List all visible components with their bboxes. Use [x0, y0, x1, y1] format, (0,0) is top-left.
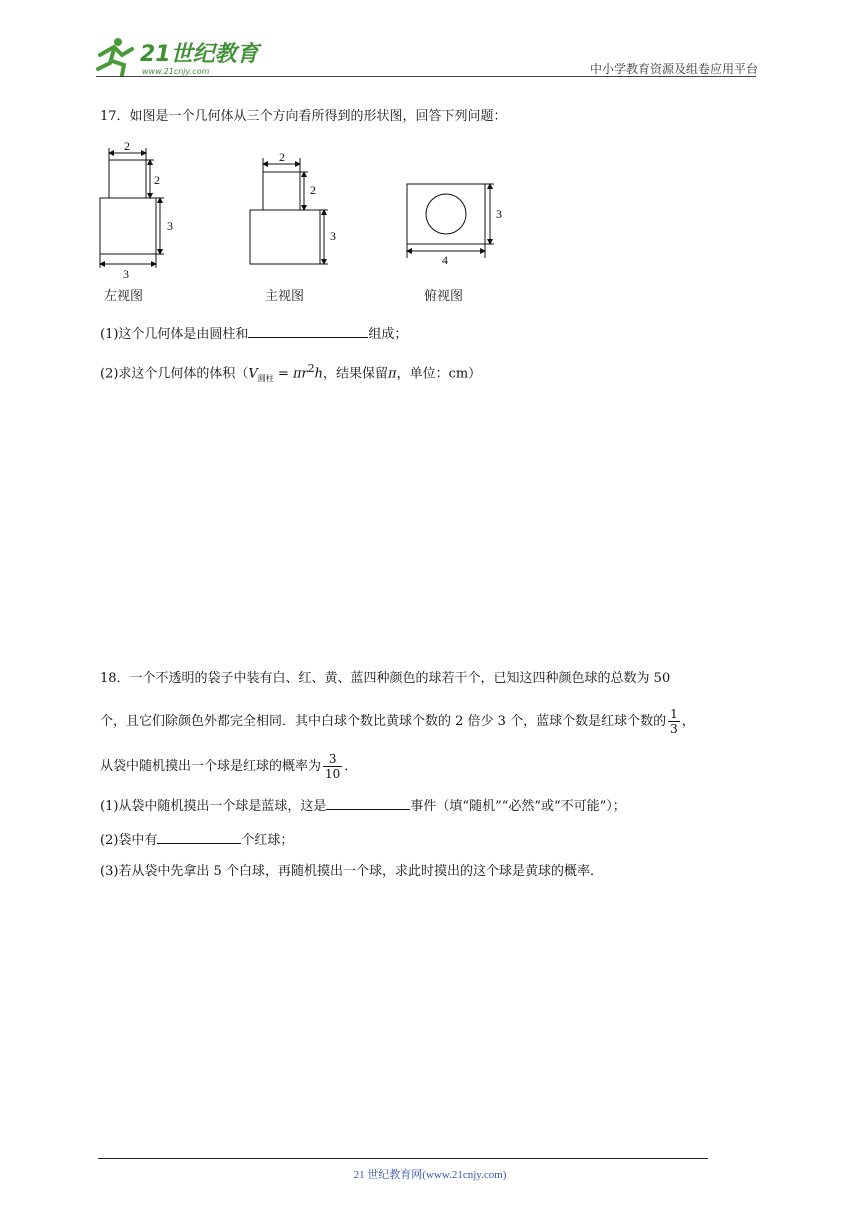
q17-part2: (2)求这个几何体的体积（$V_{圆柱} = \pi r^2h$，结果保留π，单位：cm）: [100, 362, 482, 383]
front-top-height: 2: [310, 183, 316, 197]
left-top-width: 2: [124, 139, 130, 153]
three-view-figure: [90, 136, 510, 306]
front-bottom-height: 3: [330, 229, 336, 243]
answer-blank[interactable]: [157, 829, 241, 844]
fraction-one-third: $\frac{1}{3}$: [670, 707, 678, 736]
front-top-width: 2: [279, 150, 285, 164]
header-platform-title: 中小学教育资源及组卷应用平台: [589, 62, 758, 76]
left-view-caption: 左视图: [104, 289, 144, 304]
q17-stem: 17．如图是一个几何体从三个方向看所得到的形状图，回答下列问题：: [100, 109, 507, 124]
circle-shape: [426, 194, 466, 234]
q18-part2: (2)袋中有 个红球；: [100, 829, 293, 851]
runner-logo-icon: [92, 33, 262, 79]
top-view-caption: 俯视图: [424, 289, 464, 304]
site-logo: [92, 33, 262, 79]
answer-blank[interactable]: [248, 323, 368, 338]
left-bottom-height: 3: [167, 219, 173, 233]
q18-line3: 从袋中随机摸出一个球是红球的概率为 $\frac{3}{10}$ ．: [100, 752, 358, 781]
q18-line2: 个，且它们除颜色外都完全相同．其中白球个数比黄球个数的 2 倍少 3 个，蓝球个数是红球个数的 $\frac{1}{3}$ ，: [100, 707, 695, 736]
top-view-width: 4: [442, 253, 448, 267]
top-view: [407, 184, 494, 258]
footer-divider: [98, 1158, 708, 1159]
q17-part1: (1)这个几何体是由圆柱和 组成；: [100, 323, 407, 345]
q18-line1: 18．一个不透明的袋子中装有白、红、黄、蓝四种颜色的球若干个，已知这四种颜色球的总数为 50: [100, 671, 671, 686]
footer-link[interactable]: 21 世纪教育网(www.21cnjy.com): [353, 1169, 507, 1181]
left-bottom-width: 3: [123, 267, 129, 281]
header-divider: [96, 76, 756, 77]
left-view: [100, 148, 164, 268]
left-top-height: 2: [154, 173, 160, 187]
front-view-caption: 主视图: [265, 289, 305, 304]
top-view-height: 3: [496, 207, 502, 221]
fraction-three-tenths: $\frac{3}{10}$: [325, 752, 341, 781]
svg-text:www.21cnjy.com: www.21cnjy.com: [142, 67, 210, 76]
q18-part1: (1)从袋中随机摸出一个球是蓝球，这是 事件（填“随机”“必然”或“不可能”）；: [100, 795, 626, 817]
front-view: [250, 158, 328, 264]
answer-blank[interactable]: [326, 795, 410, 810]
svg-text:21世纪教育: 21世纪教育: [140, 42, 259, 67]
q18-part3: (3)若从袋中先拿出 5 个白球，再随机摸出一个球，求此时摸出的这个球是黄球的概率．: [100, 864, 603, 879]
